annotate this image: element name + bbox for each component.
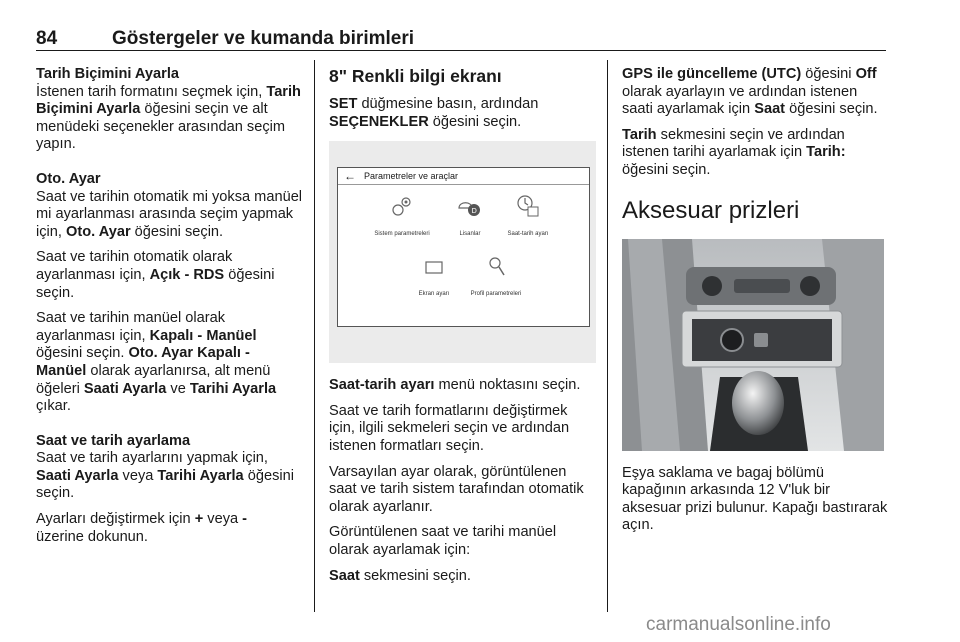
paragraph: Saat-tarih ayarı menü noktasını seçin. [329, 377, 581, 394]
paragraph: Ayarları değiştirmek için + veya - üzerine dokunun. [36, 511, 248, 545]
clock-date-icon [516, 194, 540, 218]
display-icon [424, 260, 444, 276]
screen-item-display: Ekran ayarı [418, 291, 450, 298]
screen-item-system: Sistem parametreleri [374, 231, 430, 238]
paragraph: GPS ile güncelleme (UTC) öğesini Off olarak ayarlayın ve ardından istenen saati ayarlamak için Saat öğesini seçin. [622, 66, 878, 118]
section-auto-set: Oto. Ayar Saat ve tarihin otomatik mi yoksa manüel mi ayarlanması arasında seçim yapmak için, Oto. Ayar öğesini seçin. [36, 170, 303, 240]
paragraph: Varsayılan ayar olarak, görüntülenen saat ve tarih sistem tarafından otomatik olarak ayarlanır. [329, 463, 584, 515]
section-time-date-setting: Saat ve tarih ayarlama Saat ve tarih ayarlarını yapmak için, Saati Ayarla veya Tarihi Ayarla öğesini seçin. [36, 432, 294, 502]
paragraph: Tarih sekmesini seçin ve ardından istenen tarihi ayarlamak için Tarih: öğesini seçin. [622, 126, 846, 178]
section-heading: Saat ve tarih ayarlama [36, 432, 191, 449]
system-settings-icon [390, 196, 414, 218]
screen-item-languages: Lisanlar [459, 231, 481, 238]
svg-text:D: D [471, 207, 477, 216]
paragraph: Eşya saklama ve bagaj bölümü kapağının arkasında 12 V'luk bir aksesuar prizi bulunur. Kapağı bastırarak açın. [622, 464, 888, 534]
console-photo-illustration [622, 239, 884, 451]
section-heading: Tarih Biçimini Ayarla [36, 66, 180, 82]
paragraph: Görüntülenen saat ve tarihi manüel olarak ayarlamak için: [329, 524, 557, 558]
section-heading: Aksesuar prizleri [622, 196, 800, 224]
languages-icon [456, 196, 482, 218]
section-heading: 8" Renkli bilgi ekranı [329, 66, 502, 86]
back-arrow-icon: ← [344, 169, 356, 184]
column-2 [329, 66, 597, 593]
screen-illustration [329, 141, 596, 363]
screen-item-profile: Profil parametreleri [470, 291, 522, 298]
section-heading: Oto. Ayar [36, 170, 101, 187]
infotainment-screen [337, 167, 590, 327]
screen-title-bar [338, 168, 589, 185]
watermark: carmanualsonline.info [646, 614, 831, 635]
column-divider-1 [314, 60, 315, 612]
paragraph: Saat ve tarih formatlarını değiştirmek için, ilgili sekmeleri seçin ve ardından istenen formatları seçin. [329, 402, 570, 454]
column-1 [36, 66, 304, 554]
header-rule [36, 50, 886, 51]
page-number: 84 [36, 28, 58, 49]
paragraph: Saat ve tarihin manüel olarak ayarlanması için, Kapalı - Manüel öğesini seçin. Oto. Ayar Kapalı - Manüel olarak ayarlanırsa, alt menü öğeleri Saati Ayarla ve Tarihi Ayarla çıkar. [36, 310, 277, 415]
section-date-format: Tarih Biçimini Ayarla İstenen tarih formatını seçmek için, Tarih Biçimini Ayarla öğesini seçin ve alt menüdeki seçenekler arasından seçim yapın. [36, 66, 301, 153]
column-divider-2 [607, 60, 608, 612]
screen-item-clock-date: Saat-tarih ayarı [507, 231, 549, 238]
screen-title: Parametreler ve araçlar [364, 171, 459, 182]
paragraph: SET düğmesine basın, ardından SEÇENEKLER öğesini seçin. [329, 96, 539, 130]
paragraph: Saat sekmesini seçin. [329, 567, 471, 584]
page-title: Göstergeler ve kumanda birimleri [112, 28, 415, 49]
accessory-socket-photo [622, 239, 884, 451]
paragraph: Saat ve tarihin otomatik olarak ayarlanması için, Açık - RDS öğesini seçin. [36, 249, 275, 301]
column-3 [622, 66, 890, 543]
profile-icon [486, 256, 506, 278]
